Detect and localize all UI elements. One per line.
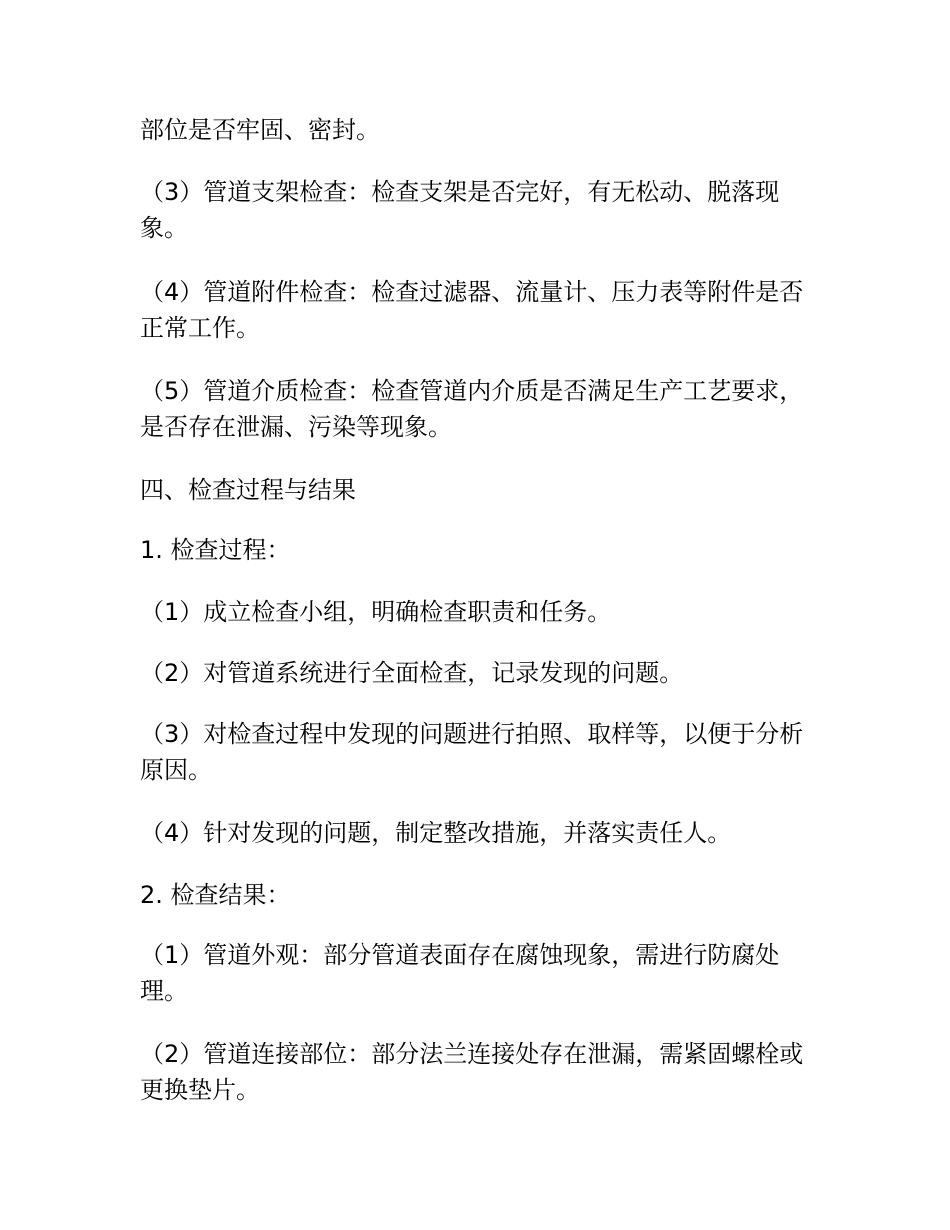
paragraph-process-2: （2）对管道系统进行全面检查，记录发现的问题。 — [140, 659, 684, 687]
paragraph-process-3: （3）对检查过程中发现的问题进行拍照、取样等，以便于分析原因。 — [140, 720, 804, 784]
paragraph-process-4: （4）针对发现的问题，制定整改措施，并落实责任人。 — [140, 819, 732, 847]
paragraph-medium-check: （5）管道介质检查：检查管道内介质是否满足生产工艺要求，是否存在泄漏、污染等现象。 — [140, 377, 804, 441]
paragraph-result-2: （2）管道连接部位：部分法兰连接处存在泄漏，需紧固螺栓或更换垫片。 — [140, 1040, 804, 1104]
paragraph-process-1: （1）成立检查小组，明确检查职责和任务。 — [140, 598, 612, 626]
paragraph-fittings-check: （4）管道附件检查：检查过滤器、流量计、压力表等附件是否正常工作。 — [140, 278, 804, 342]
subheading-process: 1. 检查过程： — [140, 536, 291, 564]
subheading-results: 2. 检查结果： — [140, 881, 291, 909]
paragraph-continuation: 部位是否牢固、密封。 — [140, 116, 380, 144]
paragraph-result-1: （1）管道外观：部分管道表面存在腐蚀现象，需进行防腐处理。 — [140, 941, 780, 1005]
section-heading: 四、检查过程与结果 — [140, 476, 356, 504]
paragraph-support-check: （3）管道支架检查：检查支架是否完好，有无松动、脱落现象。 — [140, 178, 780, 242]
